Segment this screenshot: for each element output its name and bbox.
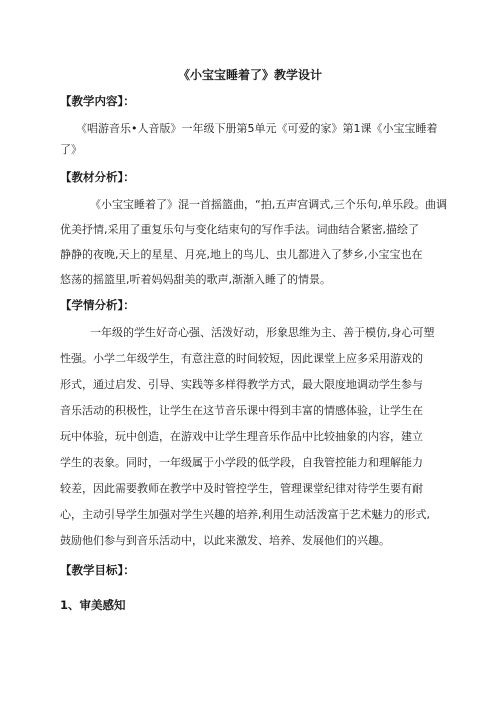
paragraph-line: 《小宝宝睡着了》混一首摇篮曲，“拍,五声宫调式,三个乐句,单乐段。曲调 xyxy=(90,198,448,211)
paragraph-line: 悠荡的摇篮里,听着妈妈甜美的歌声,渐渐入睡了的情景。 xyxy=(60,273,331,286)
heading-student-analysis: 【学情分析】： xyxy=(60,298,135,312)
paragraph-line: 较差，因此需要教师在教学中及时管控学生，管理课堂纪律对待学生要有耐 xyxy=(60,482,423,495)
paragraph-line: 音乐活动的积极性，让学生在这节音乐课中得到丰富的情感体验，让学生在 xyxy=(60,404,423,417)
paragraph-line: 性强。小学二年级学生，有意注意的时间较短，因此课堂上应多采用游戏的 xyxy=(60,352,423,365)
paragraph-line: 了》 xyxy=(60,143,82,156)
paragraph-line: 形式，通过启发、引导、实践等多样得教学方式，最大限度地调动学生参与 xyxy=(60,378,423,391)
paragraph-line: 一年级的学生好奇心强、活泼好动，形象思维为主、善于模仿,身心可塑 xyxy=(90,326,435,339)
heading-teaching-goals: 【教学目标】： xyxy=(60,563,135,577)
paragraph-line: 心，主动引导学生加强对学生兴趣的培养,利用生动活泼富于艺术魅力的形式, xyxy=(60,508,430,521)
document-title: 《小宝宝睡着了》教学设计 xyxy=(177,68,322,82)
paragraph-line: 优美抒情,采用了重复乐句与变化结束句的写作手法。词曲结合紧密,描绘了 xyxy=(60,223,419,236)
paragraph-line: 《唱游音乐•人音版》一年级下册第5单元《可爱的家》第1课《小宝宝睡着 xyxy=(76,122,438,135)
paragraph-line: 玩中体验，玩中创造，在游戏中让学生理音乐作品中比较抽象的内容，建立 xyxy=(60,430,423,443)
paragraph-line: 鼓励他们参与到音乐活动中，以此来激发、培养、发展他们的兴趣。 xyxy=(60,534,390,547)
paragraph-line: 学生的表象。同时，一年级属于小学段的低学段，自我管控能力和理解能力 xyxy=(60,456,423,469)
subheading-aesthetic-perception: 1、审美感知 xyxy=(60,598,126,612)
heading-material-analysis: 【教材分析】： xyxy=(60,170,135,184)
paragraph-line: 静静的夜晚,天上的星星、月亮,地上的鸟儿、虫儿都进入了梦乡,小宝宝也在 xyxy=(60,248,423,261)
heading-teaching-content: 【教学内容】： xyxy=(60,94,135,108)
